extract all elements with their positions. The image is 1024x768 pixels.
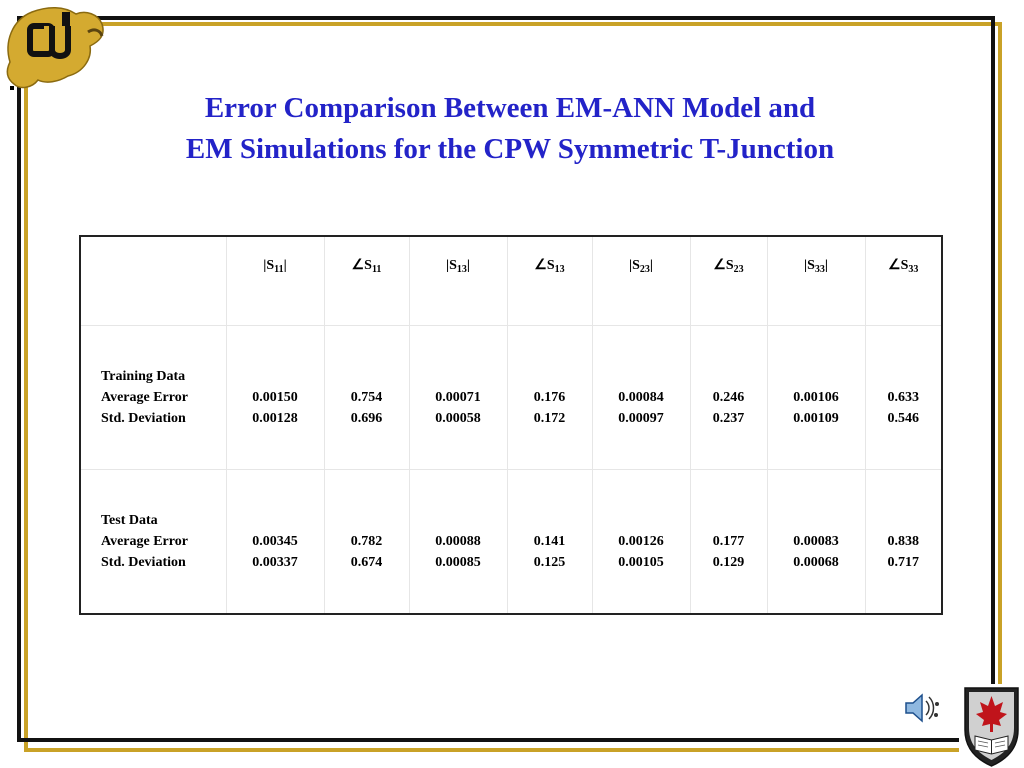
header-cell: $|S_{13}|$ xyxy=(409,236,507,326)
table-cell: 0.246 0.237 xyxy=(690,326,767,470)
header-cell: $\angle S_{23}$ xyxy=(690,236,767,326)
table-cell: 0.633 0.546 xyxy=(865,326,942,470)
error-comparison-table xyxy=(79,235,943,615)
table-cell: 0.782 0.674 xyxy=(324,469,409,614)
table-row-test xyxy=(80,469,942,614)
slide-title xyxy=(60,88,960,170)
title-line-2: EM Simulations for the CPW Symmetric T-Junction xyxy=(185,133,835,165)
header-cell: $\angle S_{13}$ xyxy=(507,236,592,326)
header-cell: $\angle S_{33}$ xyxy=(865,236,942,326)
table-cell: 0.754 0.696 xyxy=(324,326,409,470)
table-row-training xyxy=(80,326,942,470)
row-label: Test Data Average Error Std. Deviation xyxy=(80,469,226,614)
table-cell: 0.00071 0.00058 xyxy=(409,326,507,470)
table-cell: 0.177 0.129 xyxy=(690,469,767,614)
table-cell: 0.00083 0.00068 xyxy=(767,469,865,614)
cu-buffalo-logo xyxy=(2,2,108,92)
title-line-1: Error Comparison Between EM-ANN Model and xyxy=(204,92,816,124)
table-cell: 0.838 0.717 xyxy=(865,469,942,614)
table-cell: 0.00345 0.00337 xyxy=(226,469,324,614)
row-label: Training Data Average Error Std. Deviation xyxy=(80,326,226,470)
header-cell: $|S_{23}|$ xyxy=(592,236,690,326)
speaker-icon[interactable] xyxy=(900,690,942,726)
table-cell: 0.141 0.125 xyxy=(507,469,592,614)
table-cell: 0.176 0.172 xyxy=(507,326,592,470)
header-empty-cell xyxy=(80,236,226,326)
table-cell: 0.00088 0.00085 xyxy=(409,469,507,614)
university-shield-logo xyxy=(959,684,1024,768)
header-cell: $|S_{11}|$ xyxy=(226,236,324,326)
table-cell: 0.00126 0.00105 xyxy=(592,469,690,614)
table-cell: 0.00106 0.00109 xyxy=(767,326,865,470)
table-header-row xyxy=(80,236,942,326)
table-cell: 0.00150 0.00128 xyxy=(226,326,324,470)
header-cell: $|S_{33}|$ xyxy=(767,236,865,326)
header-cell: $\angle S_{11}$ xyxy=(324,236,409,326)
table-cell: 0.00084 0.00097 xyxy=(592,326,690,470)
